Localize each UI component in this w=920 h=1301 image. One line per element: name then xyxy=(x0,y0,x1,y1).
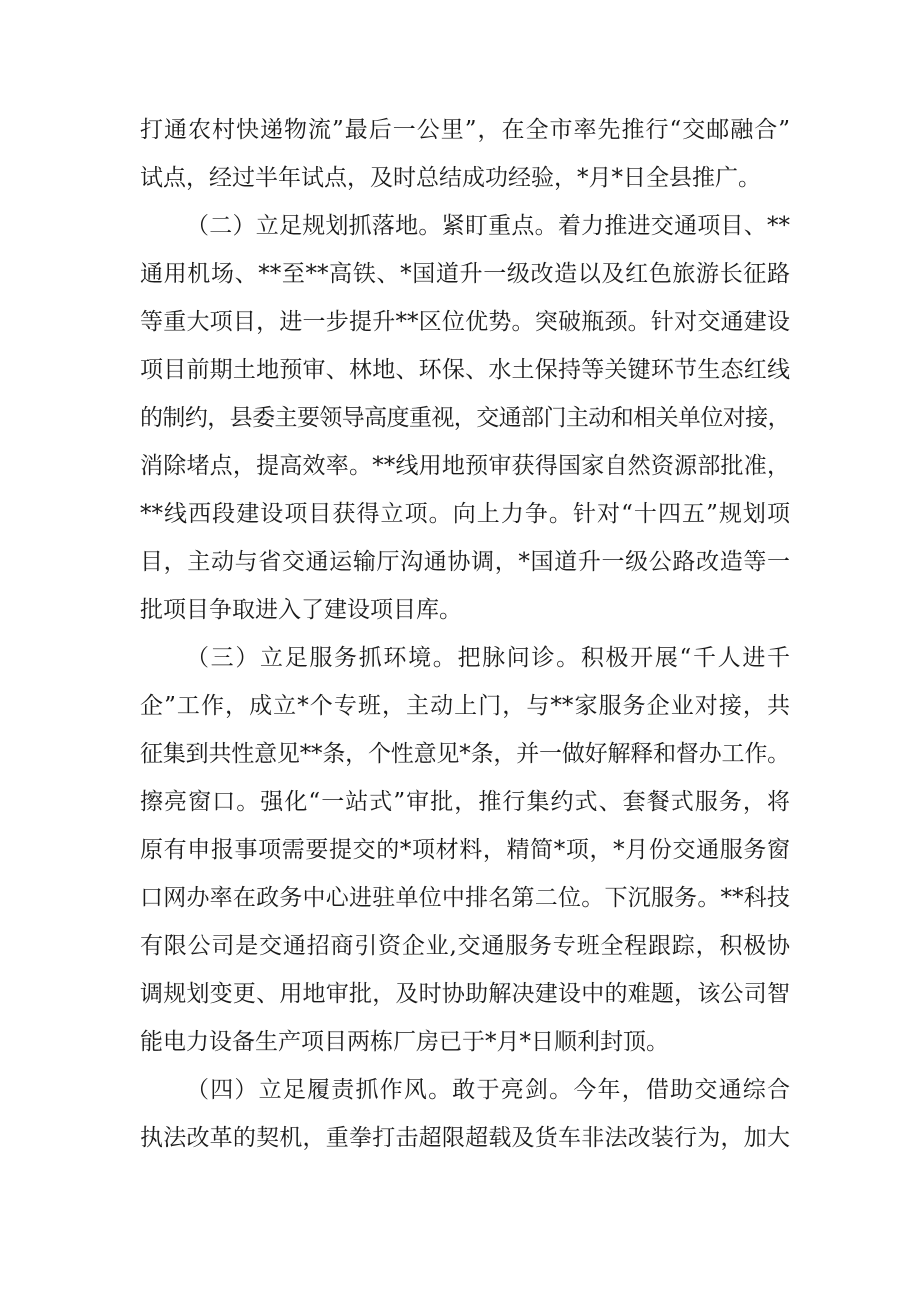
section-heading-line: （四）立足履责抓作风。敢于亮剑。今年，借助交通综合 xyxy=(186,1077,790,1103)
text-line: 有限公司是交通招商引资企业,交通服务专班全程跟踪，积极协 xyxy=(140,933,790,959)
text-line: 执法改革的契机，重拳打击超限超载及货车非法改装行为，加大 xyxy=(140,1125,790,1151)
section-heading-line: （三）立足服务抓环境。把脉问诊。积极开展“千人进千 xyxy=(186,645,790,671)
text-line: 调规划变更、用地审批，及时协助解决建设中的难题，该公司智 xyxy=(140,981,790,1007)
text-line: 口网办率在政务中心进驻单位中排名第二位。下沉服务。**科技 xyxy=(140,885,790,911)
text-line: 目，主动与省交通运输厅沟通协调，*国道升一级公路改造等一 xyxy=(140,549,790,575)
text-line: 原有申报事项需要提交的*项材料，精简*项，*月份交通服务窗 xyxy=(140,837,790,863)
text-line: 能电力设备生产项目两栋厂房已于*月*日顺利封顶。 xyxy=(140,1029,669,1055)
document-body xyxy=(140,106,790,1162)
text-line: 试点，经过半年试点，及时总结成功经验，*月*日全县推广。 xyxy=(140,165,761,191)
text-line: 擦亮窗口。强化“一站式”审批，推行集约式、套餐式服务，将 xyxy=(140,789,790,815)
paragraph-continued xyxy=(140,106,790,202)
text-line: 的制约，县委主要领导高度重视，交通部门主动和相关单位对接， xyxy=(140,405,791,431)
paragraph-section-2 xyxy=(140,202,790,634)
text-line: 批项目争取进入了建设项目库。 xyxy=(140,597,462,623)
text-line: **线西段建设项目获得立项。向上力争。针对“十四五”规划项 xyxy=(140,501,790,527)
paragraph-section-4 xyxy=(140,1066,790,1162)
text-line: 消除堵点，提高效率。**线用地预审获得国家自然资源部批准， xyxy=(140,453,790,479)
text-line: 打通农村快递物流”最后一公里”，在全市率先推行“交邮融合” xyxy=(140,117,790,143)
section-heading-line: （二）立足规划抓落地。紧盯重点。着力推进交通项目、** xyxy=(186,213,790,239)
paragraph-section-3 xyxy=(140,634,790,1066)
text-line: 通用机场、**至**高铁、*国道升一级改造以及红色旅游长征路 xyxy=(140,261,790,287)
text-line: 企”工作，成立*个专班，主动上门，与**家服务企业对接，共 xyxy=(140,693,790,719)
text-line: 项目前期土地预审、林地、环保、水土保持等关键环节生态红线 xyxy=(140,357,790,383)
text-line: 征集到共性意见**条，个性意见*条，并一做好解释和督办工作。 xyxy=(140,741,791,767)
text-line: 等重大项目，进一步提升**区位优势。突破瓶颈。针对交通建设 xyxy=(140,309,790,335)
